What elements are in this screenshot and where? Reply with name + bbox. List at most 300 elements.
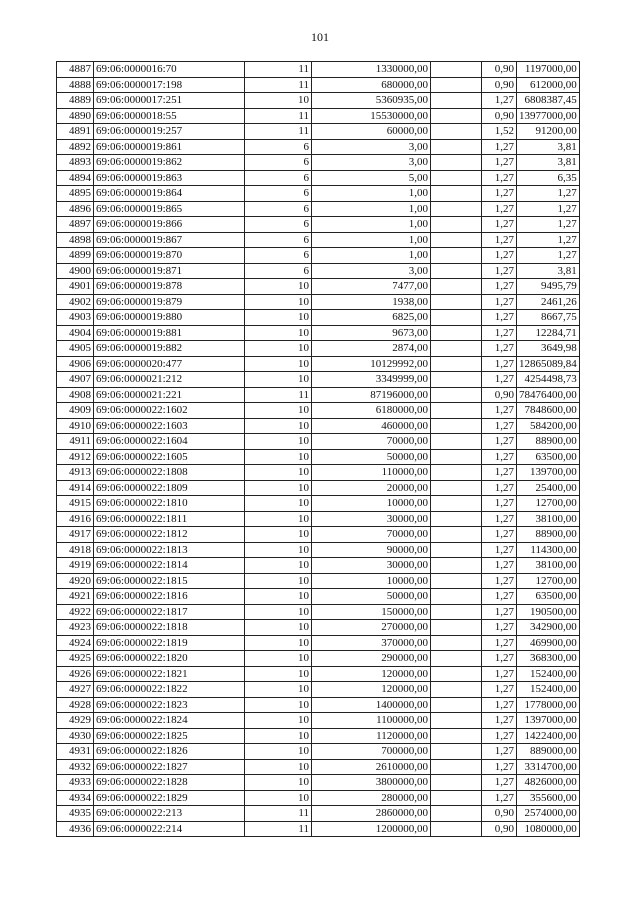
result-value-cell: 88900,00 xyxy=(517,527,580,543)
table-row xyxy=(57,465,580,481)
result-value-cell: 12700,00 xyxy=(517,573,580,589)
cadastral-number-cell: 69:06:0000022:214 xyxy=(94,821,245,837)
group-code-cell: 10 xyxy=(245,558,312,574)
empty-cell xyxy=(431,635,482,651)
row-number-cell: 4900 xyxy=(57,263,94,279)
group-code-cell: 10 xyxy=(245,279,312,295)
row-number-cell: 4923 xyxy=(57,620,94,636)
result-value-cell: 355600,00 xyxy=(517,790,580,806)
coefficient-cell: 1,27 xyxy=(482,186,517,202)
table-row xyxy=(57,434,580,450)
empty-cell xyxy=(431,93,482,109)
coefficient-cell: 1,27 xyxy=(482,155,517,171)
group-code-cell: 10 xyxy=(245,325,312,341)
row-number-cell: 4926 xyxy=(57,666,94,682)
row-number-cell: 4911 xyxy=(57,434,94,450)
cadastral-number-cell: 69:06:0000022:1824 xyxy=(94,713,245,729)
result-value-cell: 889000,00 xyxy=(517,744,580,760)
row-number-cell: 4902 xyxy=(57,294,94,310)
cadastral-number-cell: 69:06:0000022:1603 xyxy=(94,418,245,434)
base-value-cell: 20000,00 xyxy=(312,480,431,496)
base-value-cell: 150000,00 xyxy=(312,604,431,620)
coefficient-cell: 1,27 xyxy=(482,341,517,357)
cadastral-number-cell: 69:06:0000022:1815 xyxy=(94,573,245,589)
cadastral-number-cell: 69:06:0000022:1819 xyxy=(94,635,245,651)
cadastral-number-cell: 69:06:0000016:70 xyxy=(94,62,245,78)
result-value-cell: 190500,00 xyxy=(517,604,580,620)
table-row xyxy=(57,155,580,171)
group-code-cell: 10 xyxy=(245,480,312,496)
base-value-cell: 3800000,00 xyxy=(312,775,431,791)
result-value-cell: 1778000,00 xyxy=(517,697,580,713)
row-number-cell: 4934 xyxy=(57,790,94,806)
cadastral-number-cell: 69:06:0000019:864 xyxy=(94,186,245,202)
cadastral-number-cell: 69:06:0000022:1814 xyxy=(94,558,245,574)
group-code-cell: 10 xyxy=(245,666,312,682)
cadastral-number-cell: 69:06:0000022:1826 xyxy=(94,744,245,760)
base-value-cell: 1,00 xyxy=(312,186,431,202)
empty-cell xyxy=(431,418,482,434)
coefficient-cell: 1,52 xyxy=(482,124,517,140)
base-value-cell: 1,00 xyxy=(312,232,431,248)
cadastral-number-cell: 69:06:0000022:1811 xyxy=(94,511,245,527)
row-number-cell: 4898 xyxy=(57,232,94,248)
group-code-cell: 6 xyxy=(245,248,312,264)
cadastral-number-cell: 69:06:0000022:1604 xyxy=(94,434,245,450)
group-code-cell: 6 xyxy=(245,139,312,155)
table-row xyxy=(57,651,580,667)
coefficient-cell: 0,90 xyxy=(482,806,517,822)
result-value-cell: 91200,00 xyxy=(517,124,580,140)
base-value-cell: 3,00 xyxy=(312,139,431,155)
group-code-cell: 10 xyxy=(245,372,312,388)
coefficient-cell: 1,27 xyxy=(482,356,517,372)
base-value-cell: 280000,00 xyxy=(312,790,431,806)
group-code-cell: 10 xyxy=(245,341,312,357)
coefficient-cell: 1,27 xyxy=(482,248,517,264)
empty-cell xyxy=(431,465,482,481)
result-value-cell: 9495,79 xyxy=(517,279,580,295)
coefficient-cell: 1,27 xyxy=(482,511,517,527)
table-row xyxy=(57,821,580,837)
cadastral-number-cell: 69:06:0000019:867 xyxy=(94,232,245,248)
cadastral-number-cell: 69:06:0000019:861 xyxy=(94,139,245,155)
empty-cell xyxy=(431,682,482,698)
empty-cell xyxy=(431,573,482,589)
cadastral-number-cell: 69:06:0000021:221 xyxy=(94,387,245,403)
base-value-cell: 120000,00 xyxy=(312,682,431,698)
table-row xyxy=(57,62,580,78)
row-number-cell: 4896 xyxy=(57,201,94,217)
empty-cell xyxy=(431,620,482,636)
empty-cell xyxy=(431,697,482,713)
cadastral-number-cell: 69:06:0000022:1816 xyxy=(94,589,245,605)
table-row xyxy=(57,682,580,698)
table-row xyxy=(57,403,580,419)
table-row xyxy=(57,325,580,341)
group-code-cell: 10 xyxy=(245,744,312,760)
coefficient-cell: 1,27 xyxy=(482,232,517,248)
empty-cell xyxy=(431,511,482,527)
base-value-cell: 3349999,00 xyxy=(312,372,431,388)
row-number-cell: 4928 xyxy=(57,697,94,713)
cadastral-number-cell: 69:06:0000019:879 xyxy=(94,294,245,310)
result-value-cell: 78476400,00 xyxy=(517,387,580,403)
base-value-cell: 1120000,00 xyxy=(312,728,431,744)
empty-cell xyxy=(431,372,482,388)
base-value-cell: 1330000,00 xyxy=(312,62,431,78)
cadastral-number-cell: 69:06:0000022:1605 xyxy=(94,449,245,465)
row-number-cell: 4931 xyxy=(57,744,94,760)
group-code-cell: 11 xyxy=(245,806,312,822)
table-row xyxy=(57,527,580,543)
group-code-cell: 6 xyxy=(245,186,312,202)
coefficient-cell: 0,90 xyxy=(482,108,517,124)
table-row xyxy=(57,542,580,558)
table-row xyxy=(57,620,580,636)
base-value-cell: 70000,00 xyxy=(312,527,431,543)
empty-cell xyxy=(431,170,482,186)
coefficient-cell: 1,27 xyxy=(482,651,517,667)
group-code-cell: 10 xyxy=(245,93,312,109)
base-value-cell: 2860000,00 xyxy=(312,806,431,822)
row-number-cell: 4936 xyxy=(57,821,94,837)
table-row xyxy=(57,77,580,93)
group-code-cell: 11 xyxy=(245,77,312,93)
result-value-cell: 8667,75 xyxy=(517,310,580,326)
empty-cell xyxy=(431,790,482,806)
row-number-cell: 4895 xyxy=(57,186,94,202)
table-row xyxy=(57,775,580,791)
coefficient-cell: 0,90 xyxy=(482,387,517,403)
empty-cell xyxy=(431,558,482,574)
empty-cell xyxy=(431,666,482,682)
result-value-cell: 3314700,00 xyxy=(517,759,580,775)
coefficient-cell: 1,27 xyxy=(482,635,517,651)
cadastral-number-cell: 69:06:0000022:1820 xyxy=(94,651,245,667)
row-number-cell: 4892 xyxy=(57,139,94,155)
cadastral-number-cell: 69:06:0000022:1818 xyxy=(94,620,245,636)
result-value-cell: 12284,71 xyxy=(517,325,580,341)
result-value-cell: 7848600,00 xyxy=(517,403,580,419)
result-value-cell: 1,27 xyxy=(517,217,580,233)
table-row xyxy=(57,108,580,124)
coefficient-cell: 1,27 xyxy=(482,527,517,543)
group-code-cell: 10 xyxy=(245,620,312,636)
page-number: 101 xyxy=(311,30,329,44)
empty-cell xyxy=(431,124,482,140)
base-value-cell: 87196000,00 xyxy=(312,387,431,403)
result-value-cell: 3,81 xyxy=(517,263,580,279)
row-number-cell: 4891 xyxy=(57,124,94,140)
table-row xyxy=(57,387,580,403)
empty-cell xyxy=(431,728,482,744)
group-code-cell: 6 xyxy=(245,155,312,171)
result-value-cell: 3649,98 xyxy=(517,341,580,357)
empty-cell xyxy=(431,232,482,248)
row-number-cell: 4894 xyxy=(57,170,94,186)
result-value-cell: 6808387,45 xyxy=(517,93,580,109)
cadastral-number-cell: 69:06:0000022:1829 xyxy=(94,790,245,806)
table-row xyxy=(57,248,580,264)
group-code-cell: 11 xyxy=(245,108,312,124)
row-number-cell: 4890 xyxy=(57,108,94,124)
table-row xyxy=(57,372,580,388)
base-value-cell: 50000,00 xyxy=(312,449,431,465)
empty-cell xyxy=(431,527,482,543)
row-number-cell: 4932 xyxy=(57,759,94,775)
coefficient-cell: 1,27 xyxy=(482,434,517,450)
group-code-cell: 10 xyxy=(245,418,312,434)
row-number-cell: 4909 xyxy=(57,403,94,419)
group-code-cell: 10 xyxy=(245,496,312,512)
table-row xyxy=(57,496,580,512)
coefficient-cell: 1,27 xyxy=(482,294,517,310)
table-row xyxy=(57,356,580,372)
table-row xyxy=(57,232,580,248)
base-value-cell: 2610000,00 xyxy=(312,759,431,775)
empty-cell xyxy=(431,310,482,326)
result-value-cell: 1,27 xyxy=(517,248,580,264)
result-value-cell: 38100,00 xyxy=(517,558,580,574)
cadastral-number-cell: 69:06:0000022:1822 xyxy=(94,682,245,698)
base-value-cell: 1,00 xyxy=(312,217,431,233)
cadastral-number-cell: 69:06:0000019:870 xyxy=(94,248,245,264)
empty-cell xyxy=(431,759,482,775)
base-value-cell: 6825,00 xyxy=(312,310,431,326)
base-value-cell: 700000,00 xyxy=(312,744,431,760)
result-value-cell: 1397000,00 xyxy=(517,713,580,729)
coefficient-cell: 1,27 xyxy=(482,589,517,605)
base-value-cell: 90000,00 xyxy=(312,542,431,558)
table-row xyxy=(57,604,580,620)
result-value-cell: 4254498,73 xyxy=(517,372,580,388)
group-code-cell: 10 xyxy=(245,294,312,310)
coefficient-cell: 1,27 xyxy=(482,697,517,713)
cadastral-number-cell: 69:06:0000022:1817 xyxy=(94,604,245,620)
result-value-cell: 1080000,00 xyxy=(517,821,580,837)
empty-cell xyxy=(431,248,482,264)
group-code-cell: 10 xyxy=(245,573,312,589)
group-code-cell: 10 xyxy=(245,310,312,326)
row-number-cell: 4927 xyxy=(57,682,94,698)
group-code-cell: 10 xyxy=(245,465,312,481)
coefficient-cell: 1,27 xyxy=(482,310,517,326)
table-row xyxy=(57,728,580,744)
empty-cell xyxy=(431,279,482,295)
empty-cell xyxy=(431,217,482,233)
row-number-cell: 4914 xyxy=(57,480,94,496)
coefficient-cell: 1,27 xyxy=(482,666,517,682)
row-number-cell: 4919 xyxy=(57,558,94,574)
row-number-cell: 4908 xyxy=(57,387,94,403)
group-code-cell: 6 xyxy=(245,263,312,279)
base-value-cell: 1400000,00 xyxy=(312,697,431,713)
table-row xyxy=(57,511,580,527)
group-code-cell: 6 xyxy=(245,217,312,233)
coefficient-cell: 1,27 xyxy=(482,372,517,388)
coefficient-cell: 1,27 xyxy=(482,449,517,465)
table-row xyxy=(57,170,580,186)
group-code-cell: 10 xyxy=(245,449,312,465)
group-code-cell: 11 xyxy=(245,821,312,837)
cadastral-number-cell: 69:06:0000022:1812 xyxy=(94,527,245,543)
group-code-cell: 10 xyxy=(245,775,312,791)
group-code-cell: 10 xyxy=(245,790,312,806)
table-row xyxy=(57,558,580,574)
cadastral-number-cell: 69:06:0000019:878 xyxy=(94,279,245,295)
group-code-cell: 10 xyxy=(245,434,312,450)
coefficient-cell: 1,27 xyxy=(482,558,517,574)
result-value-cell: 63500,00 xyxy=(517,449,580,465)
row-number-cell: 4903 xyxy=(57,310,94,326)
base-value-cell: 60000,00 xyxy=(312,124,431,140)
row-number-cell: 4912 xyxy=(57,449,94,465)
row-number-cell: 4933 xyxy=(57,775,94,791)
table-row xyxy=(57,806,580,822)
empty-cell xyxy=(431,589,482,605)
empty-cell xyxy=(431,263,482,279)
empty-cell xyxy=(431,108,482,124)
cadastral-number-cell: 69:06:0000022:1808 xyxy=(94,465,245,481)
coefficient-cell: 1,27 xyxy=(482,465,517,481)
group-code-cell: 10 xyxy=(245,589,312,605)
cadastral-number-cell: 69:06:0000019:863 xyxy=(94,170,245,186)
base-value-cell: 110000,00 xyxy=(312,465,431,481)
table-row xyxy=(57,790,580,806)
result-value-cell: 1,27 xyxy=(517,201,580,217)
result-value-cell: 1,27 xyxy=(517,232,580,248)
table-body xyxy=(57,62,580,837)
base-value-cell: 3,00 xyxy=(312,263,431,279)
base-value-cell: 290000,00 xyxy=(312,651,431,667)
row-number-cell: 4910 xyxy=(57,418,94,434)
table-row xyxy=(57,744,580,760)
row-number-cell: 4929 xyxy=(57,713,94,729)
result-value-cell: 114300,00 xyxy=(517,542,580,558)
table-row xyxy=(57,93,580,109)
group-code-cell: 11 xyxy=(245,387,312,403)
empty-cell xyxy=(431,449,482,465)
base-value-cell: 1,00 xyxy=(312,248,431,264)
group-code-cell: 11 xyxy=(245,62,312,78)
base-value-cell: 1,00 xyxy=(312,201,431,217)
row-number-cell: 4920 xyxy=(57,573,94,589)
result-value-cell: 12700,00 xyxy=(517,496,580,512)
result-value-cell: 6,35 xyxy=(517,170,580,186)
cadastral-number-cell: 69:06:0000019:871 xyxy=(94,263,245,279)
row-number-cell: 4922 xyxy=(57,604,94,620)
row-number-cell: 4888 xyxy=(57,77,94,93)
result-value-cell: 3,81 xyxy=(517,139,580,155)
group-code-cell: 10 xyxy=(245,651,312,667)
coefficient-cell: 1,27 xyxy=(482,263,517,279)
row-number-cell: 4930 xyxy=(57,728,94,744)
result-value-cell: 1197000,00 xyxy=(517,62,580,78)
base-value-cell: 5,00 xyxy=(312,170,431,186)
coefficient-cell: 1,27 xyxy=(482,620,517,636)
result-value-cell: 152400,00 xyxy=(517,682,580,698)
table-row xyxy=(57,589,580,605)
base-value-cell: 120000,00 xyxy=(312,666,431,682)
row-number-cell: 4905 xyxy=(57,341,94,357)
empty-cell xyxy=(431,186,482,202)
coefficient-cell: 1,27 xyxy=(482,496,517,512)
table-row xyxy=(57,124,580,140)
row-number-cell: 4917 xyxy=(57,527,94,543)
empty-cell xyxy=(431,387,482,403)
cadastral-number-cell: 69:06:0000017:251 xyxy=(94,93,245,109)
table-row xyxy=(57,666,580,682)
base-value-cell: 10000,00 xyxy=(312,573,431,589)
table-row xyxy=(57,263,580,279)
coefficient-cell: 1,27 xyxy=(482,93,517,109)
result-value-cell: 25400,00 xyxy=(517,480,580,496)
table-row xyxy=(57,418,580,434)
result-value-cell: 584200,00 xyxy=(517,418,580,434)
cadastral-number-cell: 69:06:0000019:882 xyxy=(94,341,245,357)
row-number-cell: 4924 xyxy=(57,635,94,651)
result-value-cell: 3,81 xyxy=(517,155,580,171)
cadastral-number-cell: 69:06:0000019:862 xyxy=(94,155,245,171)
coefficient-cell: 0,90 xyxy=(482,77,517,93)
coefficient-cell: 1,27 xyxy=(482,682,517,698)
base-value-cell: 3,00 xyxy=(312,155,431,171)
table-row xyxy=(57,217,580,233)
empty-cell xyxy=(431,744,482,760)
base-value-cell: 1938,00 xyxy=(312,294,431,310)
empty-cell xyxy=(431,155,482,171)
result-value-cell: 63500,00 xyxy=(517,589,580,605)
group-code-cell: 10 xyxy=(245,713,312,729)
base-value-cell: 7477,00 xyxy=(312,279,431,295)
coefficient-cell: 1,27 xyxy=(482,790,517,806)
row-number-cell: 4921 xyxy=(57,589,94,605)
coefficient-cell: 1,27 xyxy=(482,201,517,217)
row-number-cell: 4887 xyxy=(57,62,94,78)
base-value-cell: 370000,00 xyxy=(312,635,431,651)
coefficient-cell: 0,90 xyxy=(482,62,517,78)
cadastral-number-cell: 69:06:0000022:1827 xyxy=(94,759,245,775)
empty-cell xyxy=(431,77,482,93)
group-code-cell: 10 xyxy=(245,356,312,372)
empty-cell xyxy=(431,434,482,450)
table-row xyxy=(57,480,580,496)
result-value-cell: 13977000,00 xyxy=(517,108,580,124)
row-number-cell: 4899 xyxy=(57,248,94,264)
base-value-cell: 10000,00 xyxy=(312,496,431,512)
empty-cell xyxy=(431,139,482,155)
coefficient-cell: 1,27 xyxy=(482,542,517,558)
table-row xyxy=(57,139,580,155)
group-code-cell: 10 xyxy=(245,728,312,744)
coefficient-cell: 1,27 xyxy=(482,728,517,744)
cadastral-number-cell: 69:06:0000022:1828 xyxy=(94,775,245,791)
coefficient-cell: 1,27 xyxy=(482,170,517,186)
cadastral-number-cell: 69:06:0000019:881 xyxy=(94,325,245,341)
coefficient-cell: 1,27 xyxy=(482,325,517,341)
coefficient-cell: 1,27 xyxy=(482,713,517,729)
empty-cell xyxy=(431,496,482,512)
empty-cell xyxy=(431,403,482,419)
table-row xyxy=(57,449,580,465)
row-number-cell: 4889 xyxy=(57,93,94,109)
empty-cell xyxy=(431,62,482,78)
empty-cell xyxy=(431,325,482,341)
cadastral-number-cell: 69:06:0000022:1810 xyxy=(94,496,245,512)
result-value-cell: 342900,00 xyxy=(517,620,580,636)
group-code-cell: 10 xyxy=(245,604,312,620)
